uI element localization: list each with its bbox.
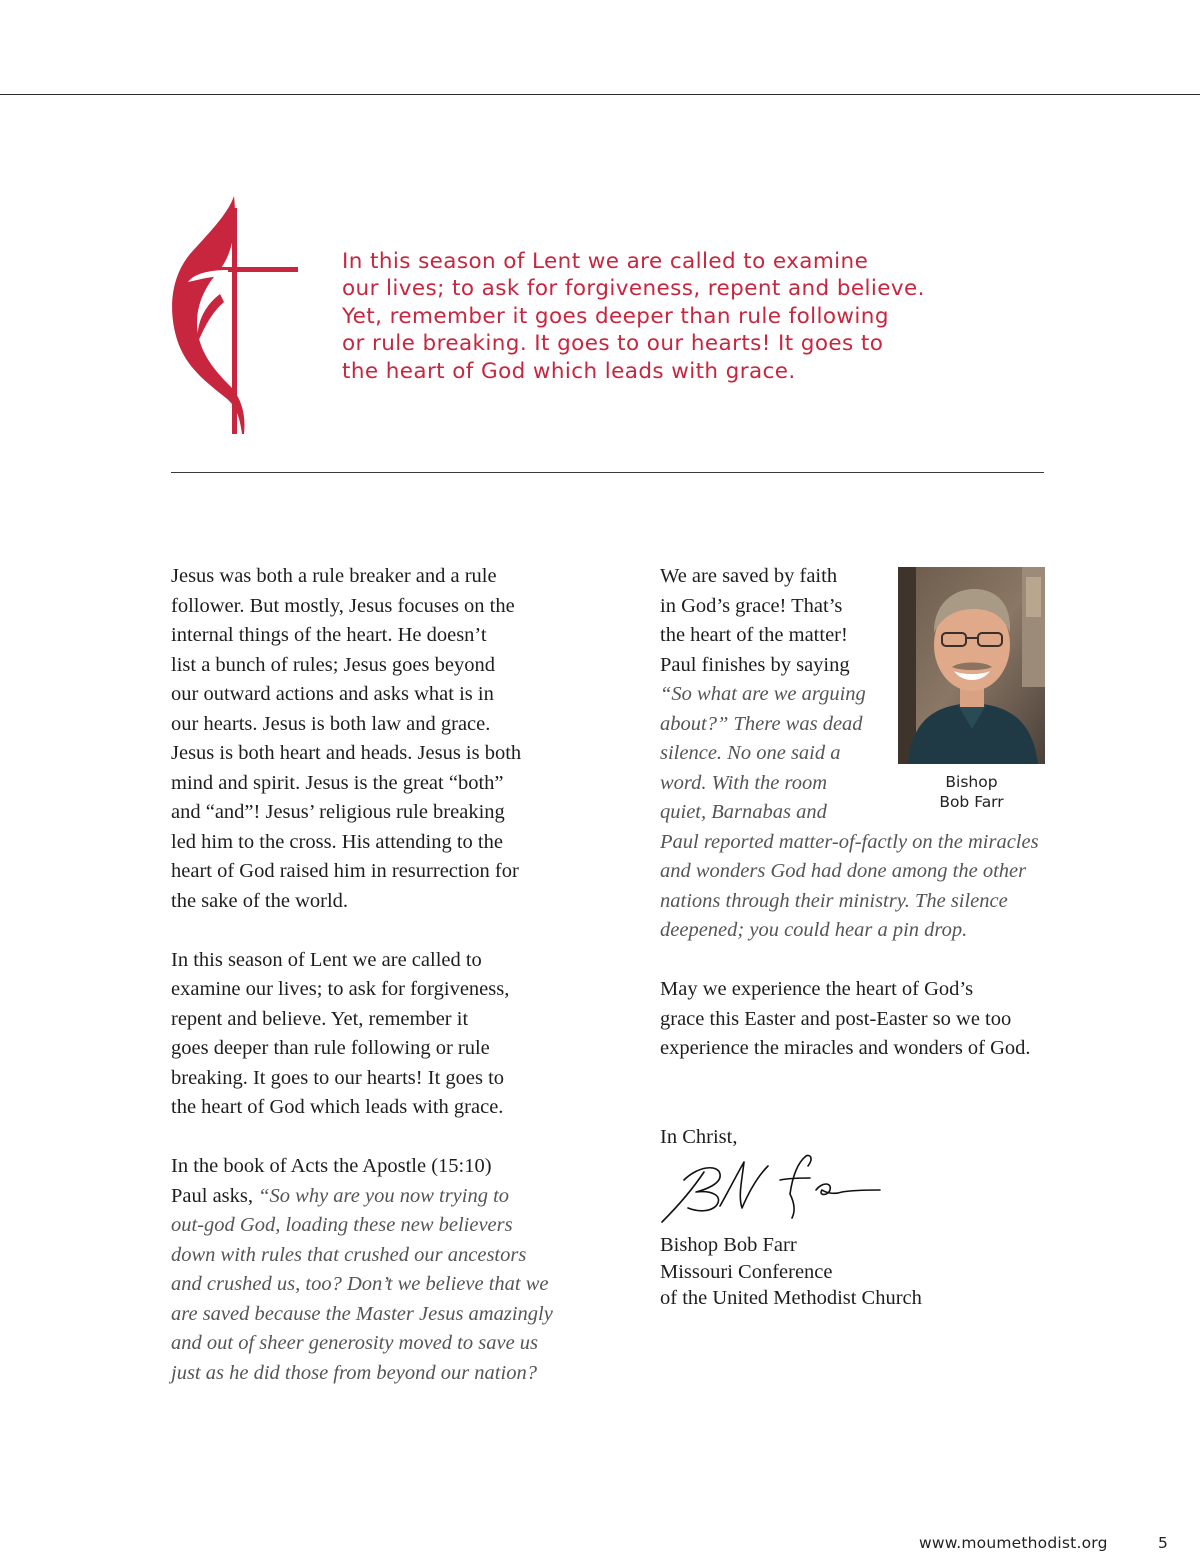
text-line: heart of God raised him in resurrection for	[171, 860, 519, 882]
pull-quote-line: Yet, remember it goes deeper than rule following	[342, 303, 889, 329]
handwritten-signature	[658, 1146, 888, 1230]
signer-church: of the United Methodist Church	[660, 1287, 922, 1309]
left-column	[171, 562, 571, 1388]
pull-quote-line: our lives; to ask for forgiveness, repent and believe.	[342, 276, 925, 302]
page-number: 5	[1158, 1534, 1168, 1552]
quote-line: deepened; you could hear a pin drop.	[660, 919, 968, 941]
bishop-portrait-photo	[898, 567, 1045, 764]
paragraph-gap	[171, 916, 571, 946]
text-line: We are saved by faith	[660, 565, 838, 587]
pull-quote-line: or rule breaking. It goes to our hearts! It goes to	[342, 331, 884, 357]
quote-line: Paul reported matter-of-factly on the miracles	[660, 830, 1039, 853]
footer-website: www.moumethodist.org	[919, 1534, 1108, 1552]
quote-line: and wonders God had done among the other	[660, 860, 1027, 882]
quote-line: are saved because the Master Jesus amazingly	[171, 1302, 553, 1325]
text-line: the heart of God which leads with grace.	[171, 1096, 504, 1118]
caption-line: Bob Farr	[939, 792, 1004, 811]
text-line: internal things of the heart. He doesn’t	[171, 624, 487, 646]
text-line	[171, 1182, 571, 1212]
text-line: Jesus was both a rule breaker and a rule	[171, 565, 497, 587]
caption-line: Bishop	[945, 773, 998, 791]
text-line: breaking. It goes to our hearts! It goes to	[171, 1066, 505, 1089]
quote-line: down with rules that crushed our ancestors	[171, 1243, 527, 1266]
text-line: our outward actions and asks what is in	[171, 683, 494, 705]
text-run: Paul asks,	[171, 1184, 259, 1207]
quote-line: and crushed us, too? Don’t we believe that we	[171, 1273, 549, 1295]
text-line: grace this Easter and post-Easter so we too	[660, 1007, 1012, 1030]
signer-conference: Missouri Conference	[660, 1260, 833, 1283]
pull-quote	[342, 248, 982, 385]
photo-caption	[898, 773, 1045, 812]
text-line: examine our lives; to ask for forgiveness,	[171, 978, 510, 1000]
paragraph	[171, 1152, 571, 1388]
signer-name: Bishop Bob Farr	[660, 1234, 797, 1256]
text-line: our hearts. Jesus is both law and grace.	[171, 712, 491, 735]
text-line: list a bunch of rules; Jesus goes beyond	[171, 653, 495, 676]
text-line: repent and believe. Yet, remember it	[171, 1007, 469, 1030]
section-divider	[171, 472, 1044, 473]
cross-and-flame-logo	[168, 194, 300, 438]
quote-run: “So why are you now trying to	[258, 1184, 510, 1207]
header-rule	[0, 94, 1200, 95]
text-line: Paul finishes by saying	[660, 653, 850, 676]
quote-line: just as he did those from beyond our nation?	[171, 1361, 537, 1384]
quote-line: and out of sheer generosity moved to save us	[171, 1332, 539, 1354]
text-line: the sake of the world.	[171, 889, 349, 912]
quote-line: quiet, Barnabas and	[660, 801, 827, 823]
text-line: and “and”! Jesus’ religious rule breaking	[171, 801, 505, 823]
paragraph-gap	[660, 946, 1060, 976]
text-line: led him to the cross. His attending to the	[171, 830, 503, 853]
text-line: mind and spirit. Jesus is the great “both”	[171, 771, 504, 794]
text-line: In the book of Acts the Apostle (15:10)	[171, 1155, 492, 1177]
text-line: in God’s grace! That’s	[660, 594, 843, 617]
quote-line: about?” There was dead	[660, 712, 863, 735]
signature-block	[660, 1232, 922, 1312]
text-line: experience the miracles and wonders of God.	[660, 1037, 1031, 1059]
quote-line: silence. No one said a	[660, 742, 841, 764]
paragraph-gap	[171, 1123, 571, 1153]
quote-line: “So what are we arguing	[660, 683, 866, 705]
quote-line: word. With the room	[660, 771, 828, 794]
text-line: goes deeper than rule following or rule	[171, 1037, 490, 1059]
pull-quote-line: In this season of Lent we are called to examine	[342, 249, 869, 274]
quote-line: out-god God, loading these new believers	[171, 1214, 513, 1236]
text-line: follower. But mostly, Jesus focuses on the	[171, 594, 515, 617]
pull-quote-line: the heart of God which leads with grace.	[342, 358, 796, 384]
text-line: Jesus is both heart and heads. Jesus is both	[171, 742, 522, 764]
paragraph	[660, 975, 1060, 1064]
closing-salutation: In Christ,	[660, 1126, 738, 1148]
quote-line: nations through their ministry. The silence	[660, 889, 1008, 912]
text-line: In this season of Lent we are called to	[171, 948, 482, 971]
text-line: May we experience the heart of God’s	[660, 978, 974, 1000]
paragraph	[171, 946, 571, 1123]
text-line: the heart of the matter!	[660, 624, 848, 646]
paragraph	[171, 562, 571, 916]
